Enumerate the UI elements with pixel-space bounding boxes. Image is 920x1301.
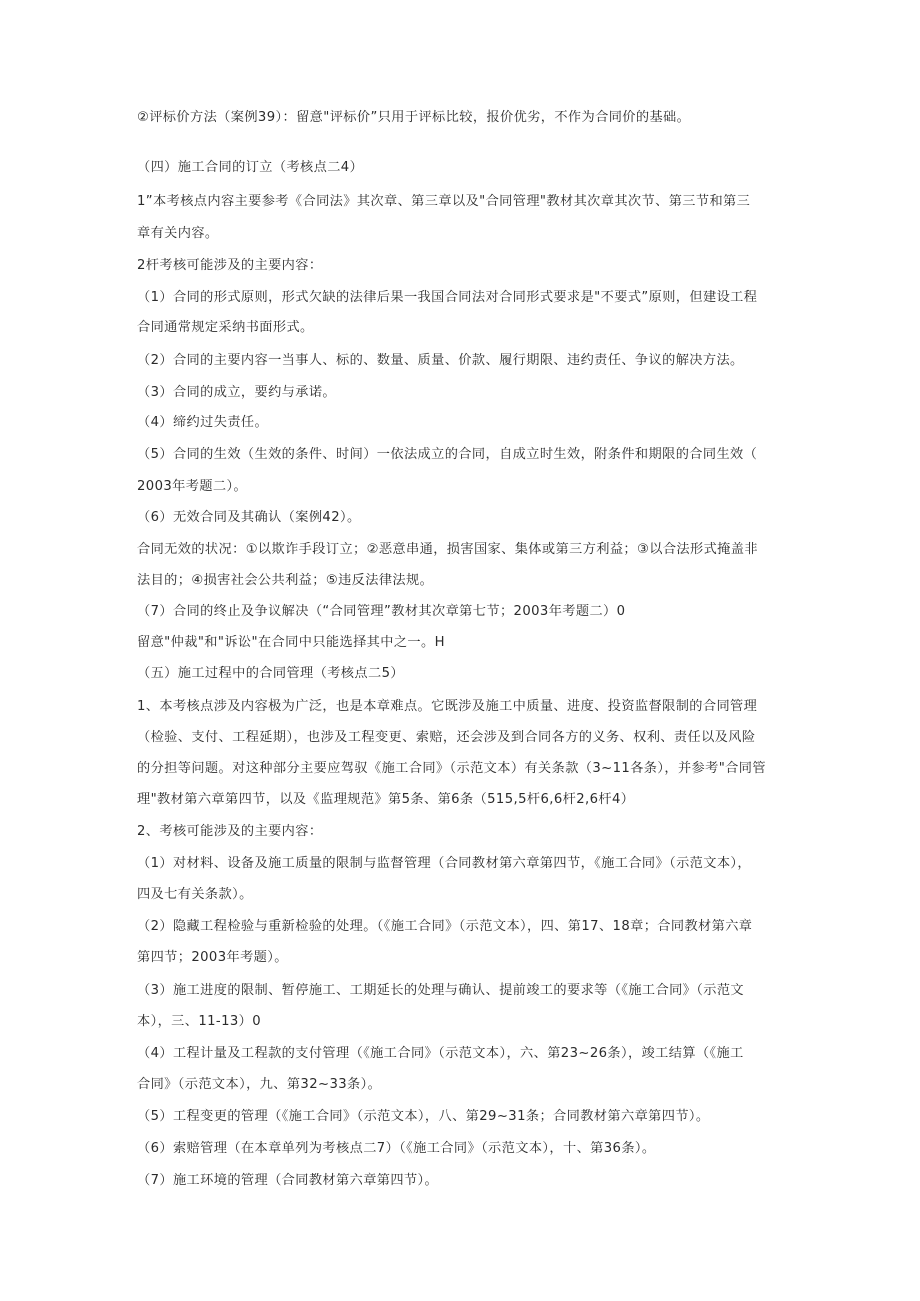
text-line: ②评标价方法（案例39）：留意"评标价”只用于评标比较，报价优劣，不作为合同价的基础。 bbox=[137, 110, 691, 125]
text-line: 2杆考核可能涉及的主要内容： bbox=[137, 258, 323, 273]
text-line: 法目的；④损害社会公共利益；⑤违反法律法规。 bbox=[137, 573, 434, 588]
text-line: （检验、支付、工程延期），也涉及工程变更、索赔，还会涉及到合同各方的义务、权利、责任以及风险 bbox=[137, 730, 756, 745]
text-line: 2003年考题二）。 bbox=[137, 479, 248, 494]
text-line: 四及七有关条款）。 bbox=[137, 887, 253, 902]
text-line: 章有关内容。 bbox=[137, 226, 219, 241]
text-line: 理"教材第六章第四节，以及《监理规范》第5条、第6条（515,5杆6,6杆2,6杆4） bbox=[137, 792, 635, 807]
text-line: （2）合同的主要内容一当事人、标的、数量、质量、价款、履行期限、违约责任、争议的解决方法。 bbox=[137, 353, 744, 368]
text-line: （2）隐藏工程检验与重新检验的处理。（《施工合同》（示范文本），四、第17、18章；合同教材第六章 bbox=[137, 919, 753, 934]
text-line: （6）索赔管理（在本章单列为考核点二7）（《施工合同》（示范文本），十、第36条）。 bbox=[137, 1141, 656, 1156]
text-line: 留意"仲裁"和"诉讼"在合同中只能选择其中之一。H bbox=[137, 635, 445, 650]
text-line: （5）工程变更的管理（《施工合同》（示范文本），八、第29~31条；合同教材第六章第四节）。 bbox=[137, 1109, 710, 1124]
text-line: 合同无效的状况：①以欺诈手段订立；②恶意串通，损害国家、集体或第三方利益；③以合法形式掩盖非 bbox=[137, 542, 758, 557]
text-line: 1”本考核点内容主要参考《合同法》其次章、第三章以及"合同管理"教材其次章其次节、第三节和第三 bbox=[137, 194, 751, 209]
text-line: （1）合同的形式原则，形式欠缺的法律后果一我国合同法对合同形式要求是"不要式”原则，但建设工程 bbox=[137, 290, 758, 305]
text-line: （7）合同的终止及争议解决（“合同管理”教材其次章第七节；2003年考题二）0 bbox=[137, 604, 626, 619]
text-line: 2、考核可能涉及的主要内容： bbox=[137, 824, 323, 839]
text-line: （3）施工进度的限制、暂停施工、工期延长的处理与确认、提前竣工的要求等（《施工合同》（示范文 bbox=[137, 983, 745, 998]
text-line: （6）无效合同及其确认（案例42）。 bbox=[137, 510, 361, 525]
text-line: 合同》（示范文本），九、第32~33条）。 bbox=[137, 1077, 382, 1092]
section-heading: （四）施工合同的订立（考核点二4） bbox=[137, 160, 364, 175]
text-line: （5）合同的生效（生效的条件、时间）一依法成立的合同，自成立时生效，附条件和期限的合同生效（ bbox=[137, 447, 758, 462]
text-line: （4）缔约过失责任。 bbox=[137, 415, 269, 430]
text-line: 1、本考核点涉及内容极为广泛，也是本章难点。它既涉及施工中质量、进度、投资监督限制的合同管理 bbox=[137, 699, 758, 714]
text-line: 的分担等问题。对这种部分主要应驾驭《施工合同》（示范文本）有关条款（3~11各条），并参考"合同管 bbox=[137, 761, 766, 776]
text-line: （1）对材料、设备及施工质量的限制与监督管理（合同教材第六章第四节，《施工合同》（示范文本）， bbox=[137, 856, 752, 871]
text-line: 第四节；2003年考题）。 bbox=[137, 950, 288, 965]
text-line: （4）工程计量及工程款的支付管理（《施工合同》（示范文本），六、第23~26条），竣工结算（《施工 bbox=[137, 1046, 744, 1061]
text-line: （7）施工环境的管理（合同教材第六章第四节）。 bbox=[137, 1173, 439, 1188]
text-line: （3）合同的成立，要约与承诺。 bbox=[137, 385, 337, 400]
section-heading: （五）施工过程中的合同管理（考核点二5） bbox=[137, 666, 404, 681]
text-line: 合同通常规定采纳书面形式。 bbox=[137, 320, 314, 335]
text-line: 本），三、11-13）0 bbox=[137, 1014, 262, 1029]
